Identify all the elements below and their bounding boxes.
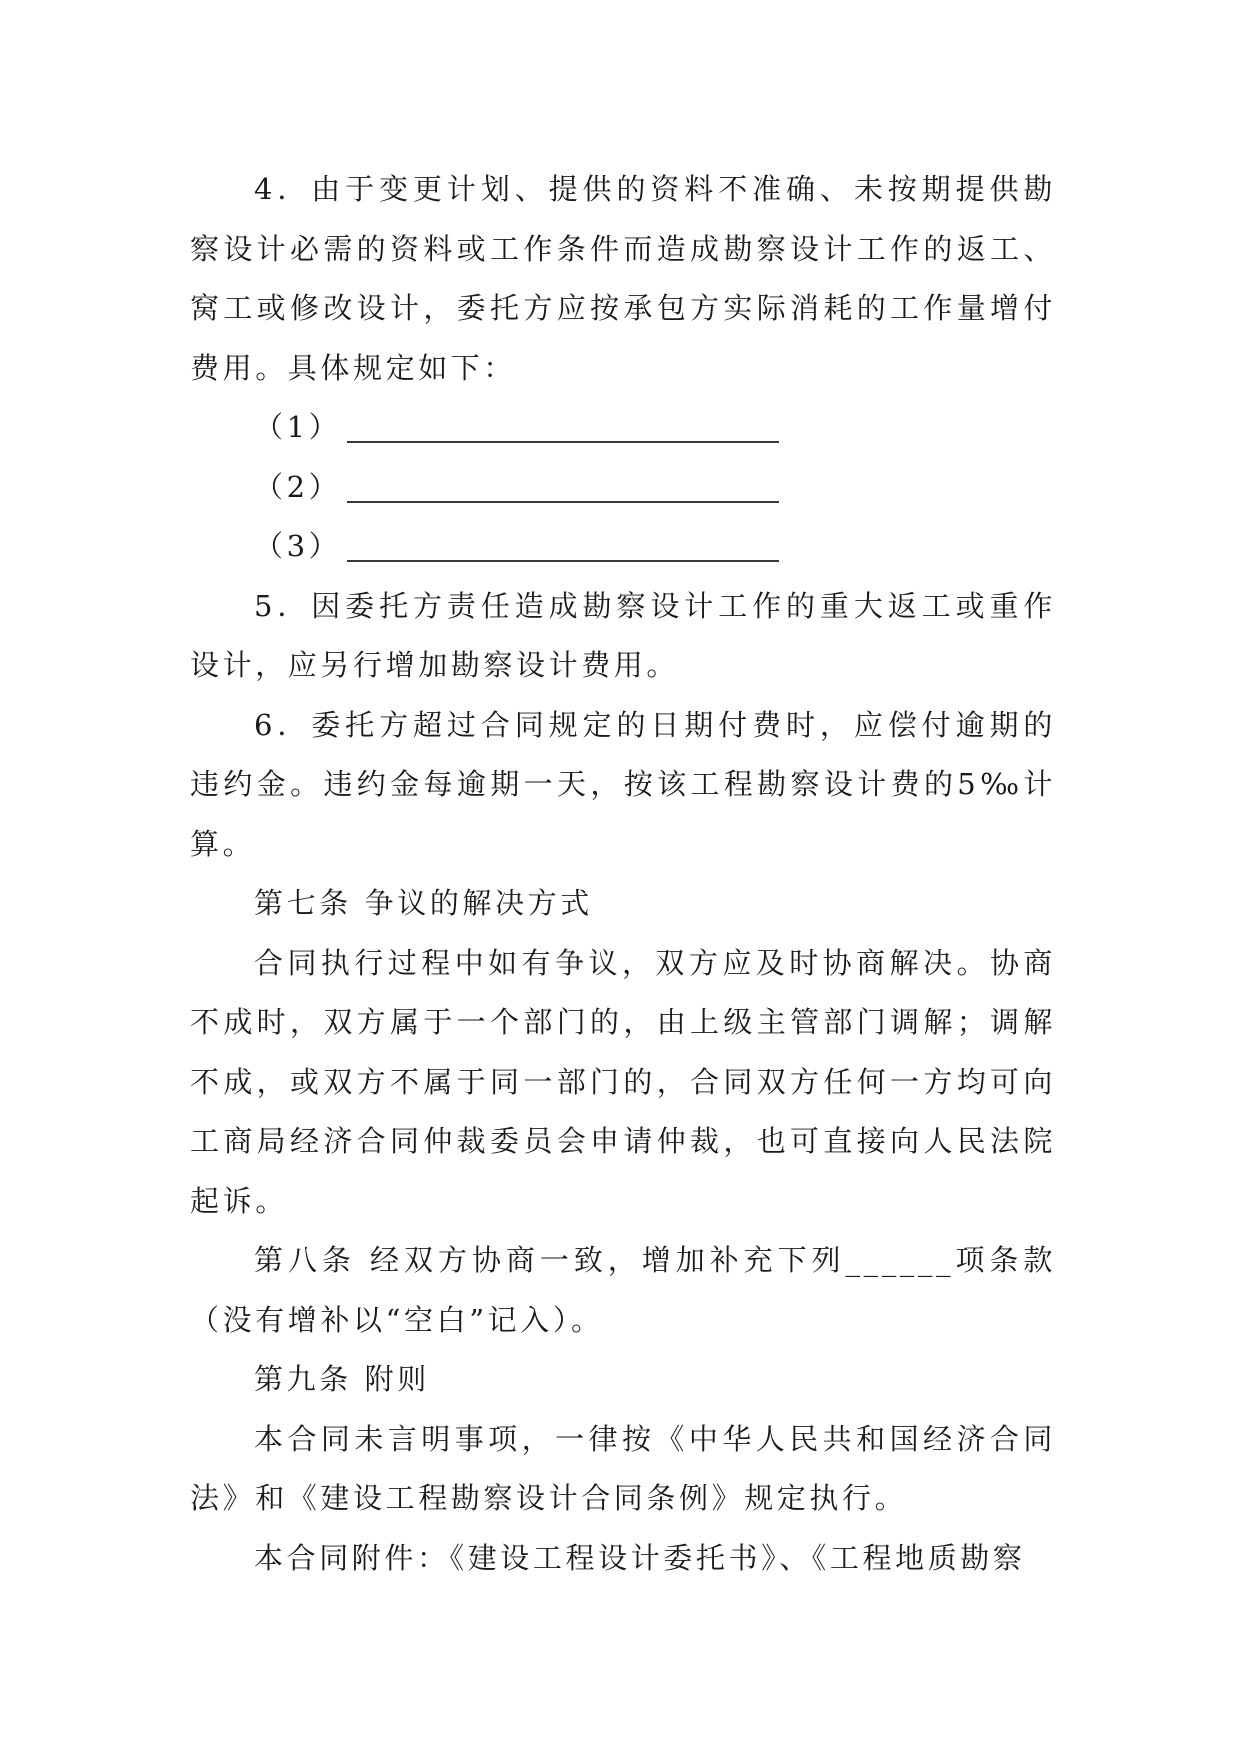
blank-item-label: （2） bbox=[254, 469, 342, 504]
blank-item-1 bbox=[190, 398, 1056, 458]
article-7-heading: 第七条 争议的解决方式 bbox=[254, 886, 593, 920]
article-9-heading: 第九条 附则 bbox=[254, 1362, 430, 1396]
blank-item-label: （3） bbox=[254, 529, 342, 563]
blank-item-2 bbox=[190, 458, 1056, 518]
blank-item-3 bbox=[190, 517, 1056, 577]
fill-in-blank-line bbox=[347, 501, 779, 503]
fill-in-blank-line bbox=[347, 441, 779, 443]
document-body bbox=[190, 160, 1056, 1588]
article-8-paragraph: 第八条 经双方协商一致，增加补充下列______项条款（没有增补以“空白”记入）。 bbox=[190, 1243, 1056, 1337]
clause-6-paragraph: 6．委托方超过合同规定的日期付费时，应偿付逾期的违约金。违约金每逾期一天，按该工程勘察设计费的5‰计算。 bbox=[190, 707, 1056, 861]
article-7-body: 合同执行过程中如有争议，双方应及时协商解决。协商不成时，双方属于一个部门的，由上级主管部门调解；调解不成，或双方不属于同一部门的，合同双方任何一方均可向工商局经济合同仲裁委员会申请仲裁，也可直接向人民法院起诉。 bbox=[190, 945, 1056, 1218]
article-9-body: 本合同未言明事项，一律按《中华人民共和国经济合同法》和《建设工程勘察设计合同条例》规定执行。 bbox=[190, 1421, 1056, 1515]
clause-5-paragraph: 5．因委托方责任造成勘察设计工作的重大返工或重作设计，应另行增加勘察设计费用。 bbox=[190, 588, 1056, 682]
attachments-paragraph: 本合同附件：《建设工程设计委托书》、《工程地质勘察 bbox=[254, 1540, 1026, 1575]
blank-item-label: （1） bbox=[254, 410, 342, 444]
clause-4-paragraph: 4．由于变更计划、提供的资料不准确、未按期提供勘察设计必需的资料或工作条件而造成勘察设计工作的返工、窝工或修改设计，委托方应按承包方实际消耗的工作量增付费用。具体规定如下： bbox=[190, 172, 1056, 385]
fill-in-blank-line bbox=[347, 560, 779, 562]
